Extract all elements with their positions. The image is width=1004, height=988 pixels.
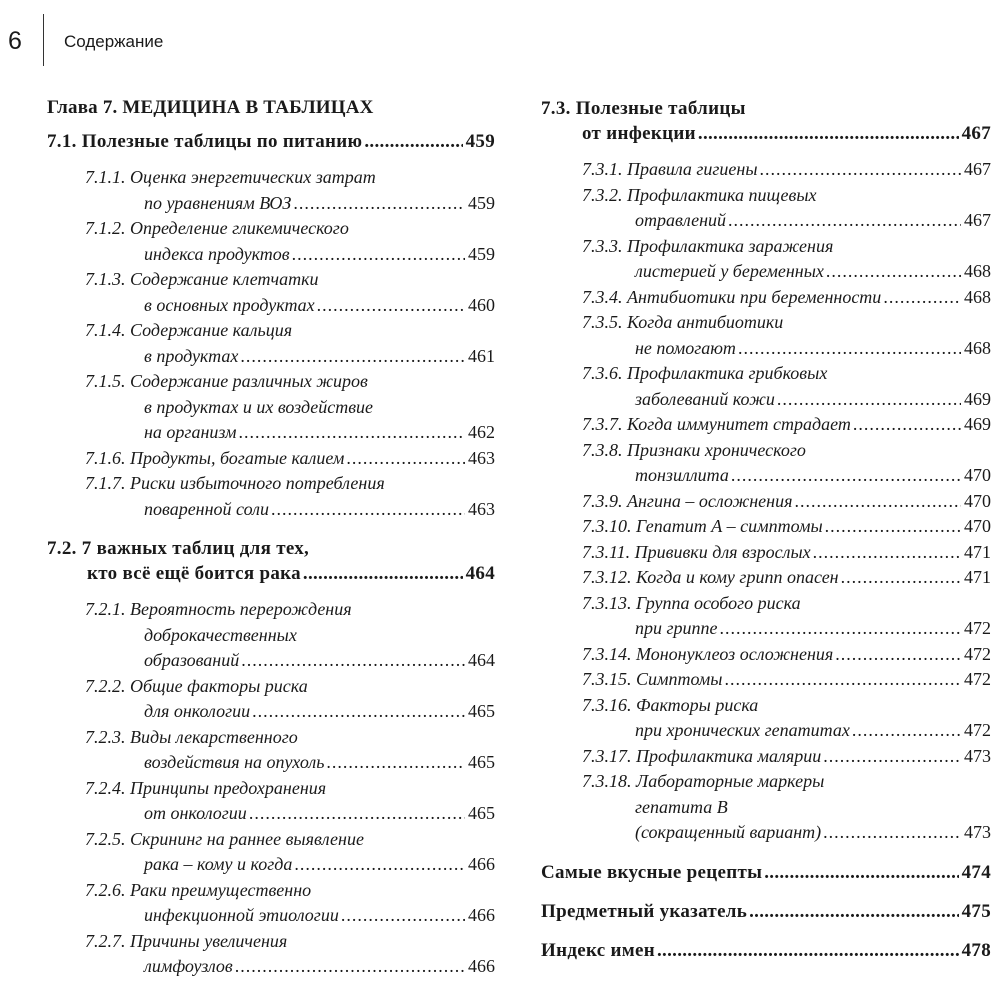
toc-item-7-3-6[interactable]: 7.3.6. Профилактика грибковых заболеваний кожи ..... 469 xyxy=(541,361,991,412)
header-divider xyxy=(43,14,44,66)
toc-left-column xyxy=(47,96,495,980)
toc-item-7-2-3[interactable]: 7.2.3. Виды лекарственного воздействия на опухоль ..... 465 xyxy=(47,725,495,776)
toc-section-7-3[interactable]: 7.3. Полезные таблицы от инфекции ..... 467 xyxy=(541,96,991,146)
toc-item-7-3-15[interactable]: 7.3.15. Симптомы ..... 472 xyxy=(541,667,991,693)
toc-item-7-3-7[interactable]: 7.3.7. Когда иммунитет страдает ..... 469 xyxy=(541,412,991,438)
toc-item-7-3-18[interactable]: 7.3.18. Лабораторные маркеры гепатита В (сокращенный вариант) ..... 473 xyxy=(541,769,991,846)
toc-item-7-3-11[interactable]: 7.3.11. Прививки для взрослых ..... 471 xyxy=(541,540,991,566)
toc-recipes[interactable]: Самые вкусные рецепты ..... 474 xyxy=(541,860,991,885)
section-page: 459 xyxy=(465,131,495,152)
toc-item-7-3-8[interactable]: 7.3.8. Признаки хронического тонзиллита ..... 470 xyxy=(541,438,991,489)
toc-item-7-3-1[interactable]: 7.3.1. Правила гигиены ..... 467 xyxy=(541,157,991,183)
toc-item-7-2-2[interactable]: 7.2.2. Общие факторы риска для онкологии ..... 465 xyxy=(47,674,495,725)
toc-item-7-1-5[interactable]: 7.1.5. Содержание различных жиров в продуктах и их воздействие на организм ..... 462 xyxy=(47,369,495,446)
toc-item-7-3-14[interactable]: 7.3.14. Мононуклеоз осложнения ..... 472 xyxy=(541,642,991,668)
toc-item-7-3-17[interactable]: 7.3.17. Профилактика малярии ..... 473 xyxy=(541,744,991,770)
toc-item-7-3-9[interactable]: 7.3.9. Ангина – осложнения ..... 470 xyxy=(541,489,991,515)
toc-section-7-2[interactable]: 7.2. 7 важных таблиц для тех, кто всё ещё боится рака ..... 464 xyxy=(47,536,495,586)
toc-item-7-3-16[interactable]: 7.3.16. Факторы риска при хронических гепатитах ..... 472 xyxy=(541,693,991,744)
toc-item-7-1-3[interactable]: 7.1.3. Содержание клетчатки в основных продуктах ..... 460 xyxy=(47,267,495,318)
toc-item-7-1-4[interactable]: 7.1.4. Содержание кальция в продуктах ..... 461 xyxy=(47,318,495,369)
toc-right-column xyxy=(541,96,991,963)
toc-section-7-1[interactable] xyxy=(47,129,495,154)
toc-item-7-2-7[interactable]: 7.2.7. Причины увеличения лимфоузлов ..... 466 xyxy=(47,929,495,980)
toc-item-7-2-4[interactable]: 7.2.4. Принципы предохранения от онкологии ..... 465 xyxy=(47,776,495,827)
toc-item-7-1-7[interactable]: 7.1.7. Риски избыточного потребления поваренной соли ..... 463 xyxy=(47,471,495,522)
toc-item-7-2-1[interactable]: 7.2.1. Вероятность перерождения доброкачественных образований ..... 464 xyxy=(47,597,495,674)
toc-item-7-3-5[interactable]: 7.3.5. Когда антибиотики не помогают ..... 468 xyxy=(541,310,991,361)
toc-item-7-2-6[interactable]: 7.2.6. Раки преимущественно инфекционной этиологии ..... 466 xyxy=(47,878,495,929)
page-number: 6 xyxy=(8,27,22,55)
toc-item-7-3-3[interactable]: 7.3.3. Профилактика заражения листерией у беременных ..... 468 xyxy=(541,234,991,285)
toc-item-7-3-10[interactable]: 7.3.10. Гепатит А – симптомы ..... 470 xyxy=(541,514,991,540)
running-head: Содержание xyxy=(64,32,164,51)
toc-item-7-3-4[interactable]: 7.3.4. Антибиотики при беременности ..... 468 xyxy=(541,285,991,311)
toc-item-7-1-2[interactable]: 7.1.2. Определение гликемического индекса продуктов ..... 459 xyxy=(47,216,495,267)
section-title: 7.1. Полезные таблицы по питанию xyxy=(47,131,363,152)
toc-item-7-3-13[interactable]: 7.3.13. Группа особого риска при гриппе ..... 472 xyxy=(541,591,991,642)
chapter-title: Глава 7. МЕДИЦИНА В ТАБЛИЦАХ xyxy=(47,97,374,118)
toc-item-7-3-2[interactable]: 7.3.2. Профилактика пищевых отравлений ..... 467 xyxy=(541,183,991,234)
toc-item-7-3-12[interactable]: 7.3.12. Когда и кому грипп опасен ..... 471 xyxy=(541,565,991,591)
toc-subject-index[interactable]: Предметный указатель ..... 475 xyxy=(541,899,991,924)
toc-item-7-1-1[interactable]: 7.1.1. Оценка энергетических затрат по уравнениям ВОЗ ..... 459 xyxy=(47,165,495,216)
toc-item-7-2-5[interactable]: 7.2.5. Скрининг на раннее выявление рака – кому и когда ..... 466 xyxy=(47,827,495,878)
toc-names-index[interactable]: Индекс имен ..... 478 xyxy=(541,938,991,963)
page-header xyxy=(0,0,1004,70)
toc-item-7-1-6[interactable]: 7.1.6. Продукты, богатые калием ..... 463 xyxy=(47,446,495,472)
